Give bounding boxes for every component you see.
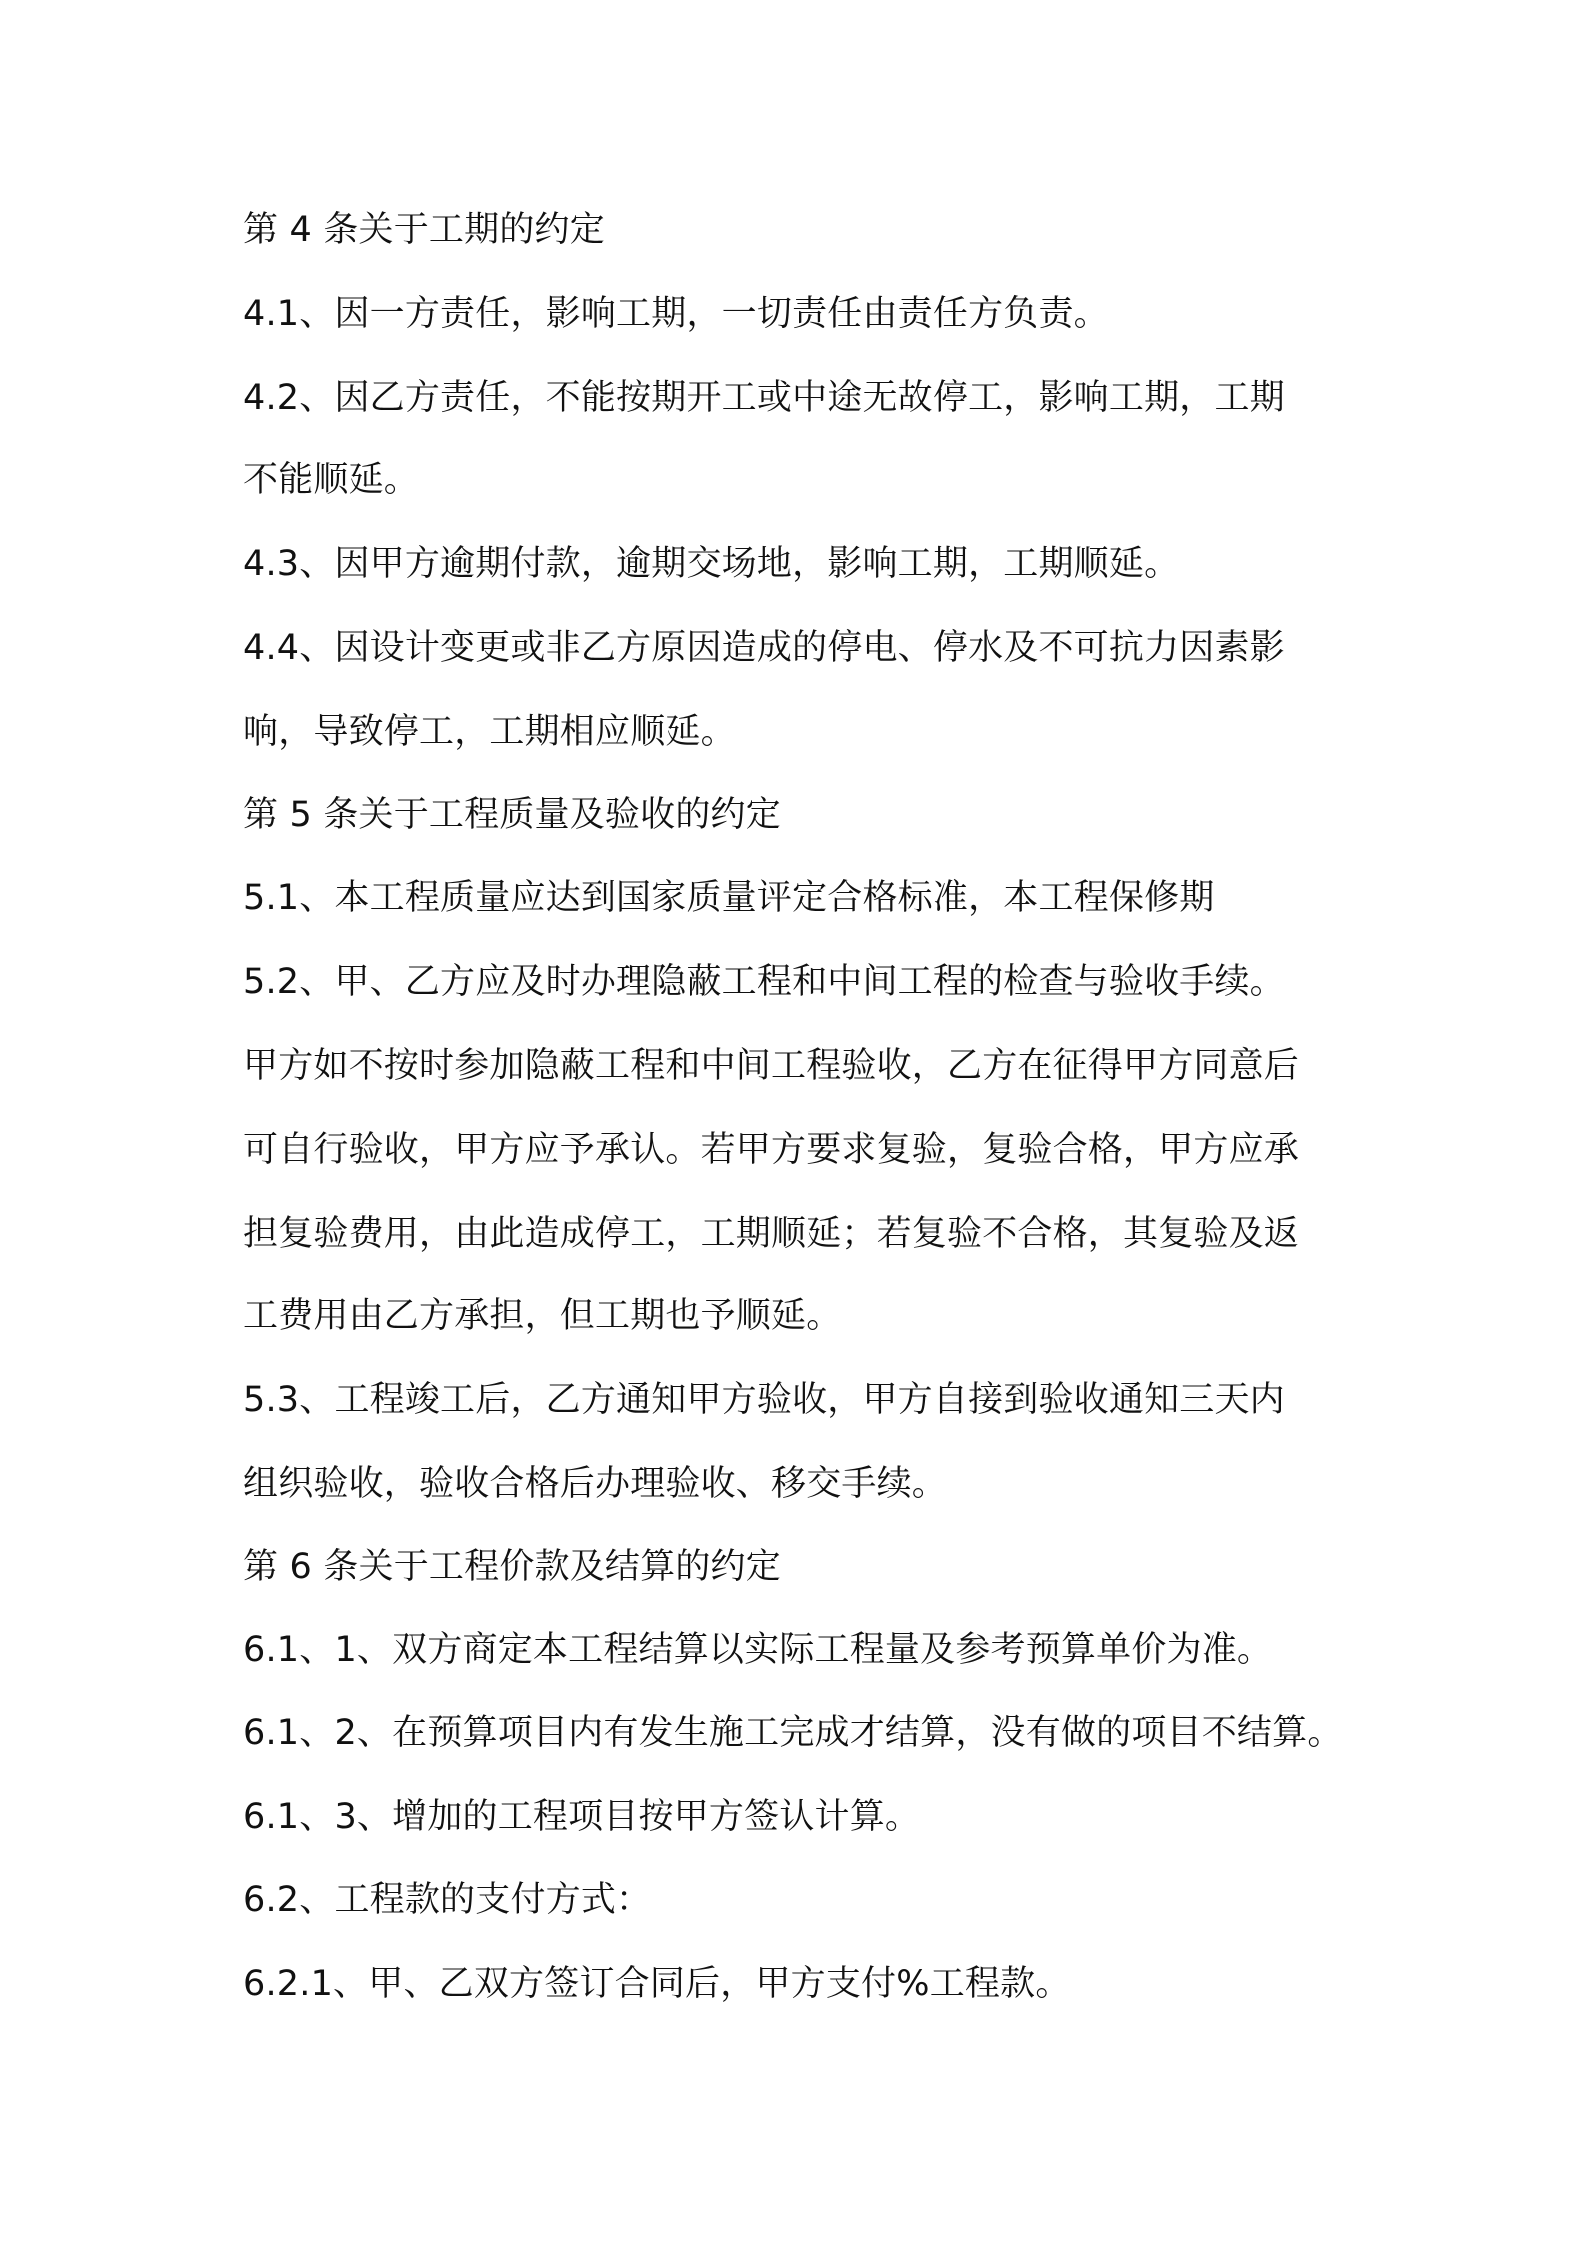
- clause-5-2-line-1: 5.2、甲、乙方应及时办理隐蔽工程和中间工程的检查与验收手续。: [243, 962, 1285, 1002]
- clause-4-4-line-1: 4.4、因设计变更或非乙方原因造成的停电、停水及不可抗力因素影: [243, 628, 1285, 668]
- clause-6-1-3: 6.1、3、增加的工程项目按甲方签认计算。: [243, 1797, 921, 1837]
- article-6-heading: 第 6 条关于工程价款及结算的约定: [243, 1547, 781, 1587]
- clause-5-2-line-3: 可自行验收，甲方应予承认。若甲方要求复验，复验合格，甲方应承: [243, 1130, 1300, 1170]
- clause-5-3-line-2: 组织验收，验收合格后办理验收、移交手续。: [243, 1464, 948, 1504]
- clause-5-2-line-5: 工费用由乙方承担，但工期也予顺延。: [243, 1296, 842, 1336]
- clause-4-2-line-1: 4.2、因乙方责任，不能按期开工或中途无故停工，影响工期，工期: [243, 378, 1285, 418]
- article-5-heading: 第 5 条关于工程质量及验收的约定: [243, 795, 781, 835]
- clause-5-2-line-4: 担复验费用，由此造成停工，工期顺延；若复验不合格，其复验及返: [243, 1214, 1300, 1254]
- clause-5-1: 5.1、本工程质量应达到国家质量评定合格标准，本工程保修期: [243, 878, 1215, 918]
- article-4-heading: 第 4 条关于工期的约定: [243, 210, 605, 250]
- clause-4-2-line-2: 不能顺延。: [243, 460, 420, 500]
- clause-6-2: 6.2、工程款的支付方式：: [243, 1880, 652, 1920]
- clause-6-1-1: 6.1、1、双方商定本工程结算以实际工程量及参考预算单价为准。: [243, 1630, 1273, 1670]
- clause-5-3-line-1: 5.3、工程竣工后，乙方通知甲方验收，甲方自接到验收通知三天内: [243, 1380, 1285, 1420]
- clause-4-1: 4.1、因一方责任，影响工期，一切责任由责任方负责。: [243, 294, 1109, 334]
- clause-6-1-2: 6.1、2、在预算项目内有发生施工完成才结算，没有做的项目不结算。: [243, 1713, 1343, 1753]
- clause-5-2-line-2: 甲方如不按时参加隐蔽工程和中间工程验收，乙方在征得甲方同意后: [243, 1046, 1300, 1086]
- clause-4-4-line-2: 响，导致停工，工期相应顺延。: [243, 712, 736, 752]
- clause-4-3: 4.3、因甲方逾期付款，逾期交场地，影响工期，工期顺延。: [243, 544, 1180, 584]
- clause-6-2-1: 6.2.1、甲、乙双方签订合同后，甲方支付%工程款。: [243, 1964, 1071, 2004]
